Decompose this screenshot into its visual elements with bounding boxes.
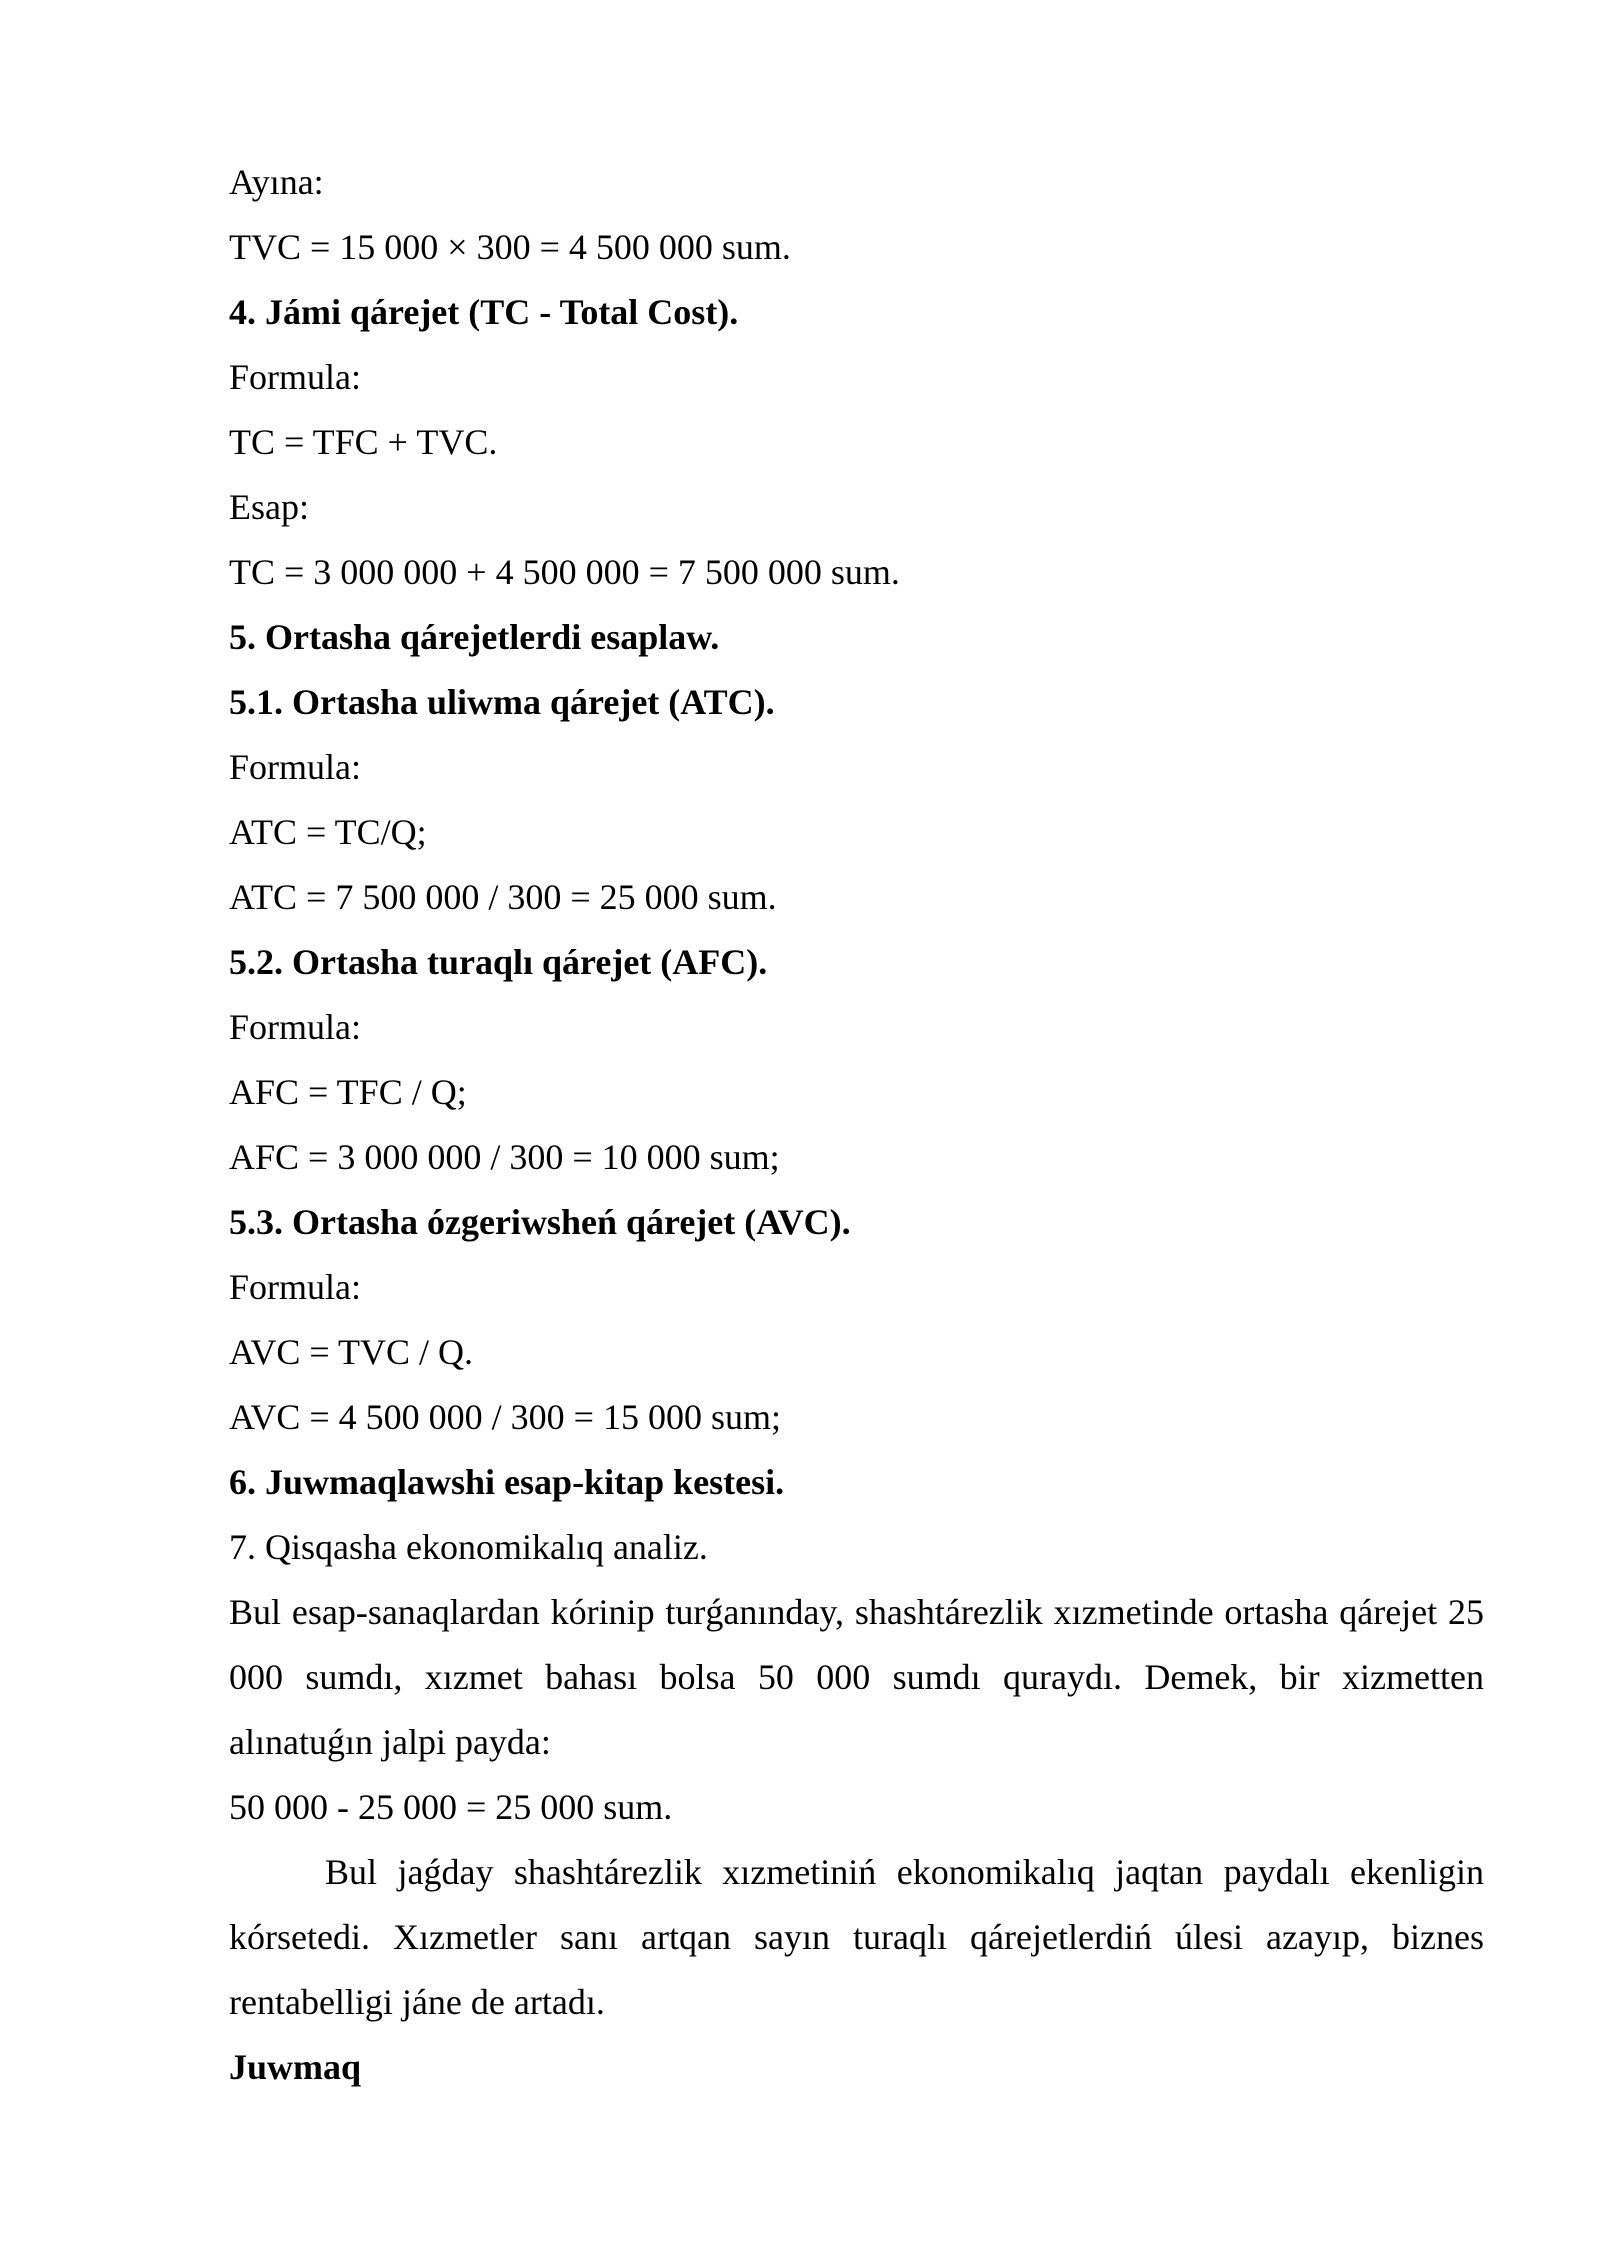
section-heading: 4. Jámi qárejet (TC - Total Cost). [229,292,739,332]
formula-line: TVC = 15 000 × 300 = 4 500 000 sum. [229,227,791,267]
subsection-heading: 5.1. Ortasha uliwma qárejet (ATC). [229,682,775,722]
section-heading-plain: 7. Qisqasha ekonomikalıq analiz. [229,1527,708,1567]
subsection-heading: 5.3. Ortasha ózgeriwsheń qárejet (AVC). [229,1202,851,1242]
formula-line: AVC = 4 500 000 / 300 = 15 000 sum; [229,1397,781,1437]
text-line: Formula: [229,1007,361,1047]
formula-line: TC = 3 000 000 + 4 500 000 = 7 500 000 sum. [229,552,900,592]
text-line: Formula: [229,747,361,787]
formula-line: AFC = 3 000 000 / 300 = 10 000 sum; [229,1137,780,1177]
analysis-paragraph: Bul esap-sanaqlardan kórinip turǵanınday, shashtárezlik xızmetinde ortasha qárejet 25 000 sumdı, xızmet bahası bolsa 50 000 sumdı quraydı. Demek, bir xizmetten alınatuǵın jalpi payda: [229,1592,1484,1762]
formula-line: ATC = 7 500 000 / 300 = 25 000 sum. [229,877,777,917]
section-heading: 5. Ortasha qárejetlerdi esaplaw. [229,617,720,657]
text-line: Formula: [229,357,361,397]
conclusion-paragraph: Bul jaǵday shashtárezlik xızmetiniń ekonomikalıq jaqtan paydalı ekenligin kórsetedi. Xızmetler sanı artqan sayın turaqlı qárejetlerdiń úlesi azayıp, biznes rentabelligi jáne de artadı. [229,1852,1484,2022]
formula-line: AVC = TVC / Q. [229,1332,474,1372]
formula-line: TC = TFC + TVC. [229,422,498,462]
text-line: Ayına: [229,162,324,202]
text-line: Formula: [229,1267,361,1307]
formula-line: ATC = TC/Q; [229,812,427,852]
document-body [229,150,1484,2100]
text-line: Esap: [229,487,309,527]
formula-line: AFC = TFC / Q; [229,1072,467,1112]
subsection-heading: 5.2. Ortasha turaqlı qárejet (AFC). [229,942,768,982]
section-heading: 6. Juwmaqlawshi esap-kitap kestesi. [229,1462,785,1502]
final-heading: Juwmaq [229,2047,362,2087]
result-formula-line: 50 000 - 25 000 = 25 000 sum. [229,1787,673,1827]
